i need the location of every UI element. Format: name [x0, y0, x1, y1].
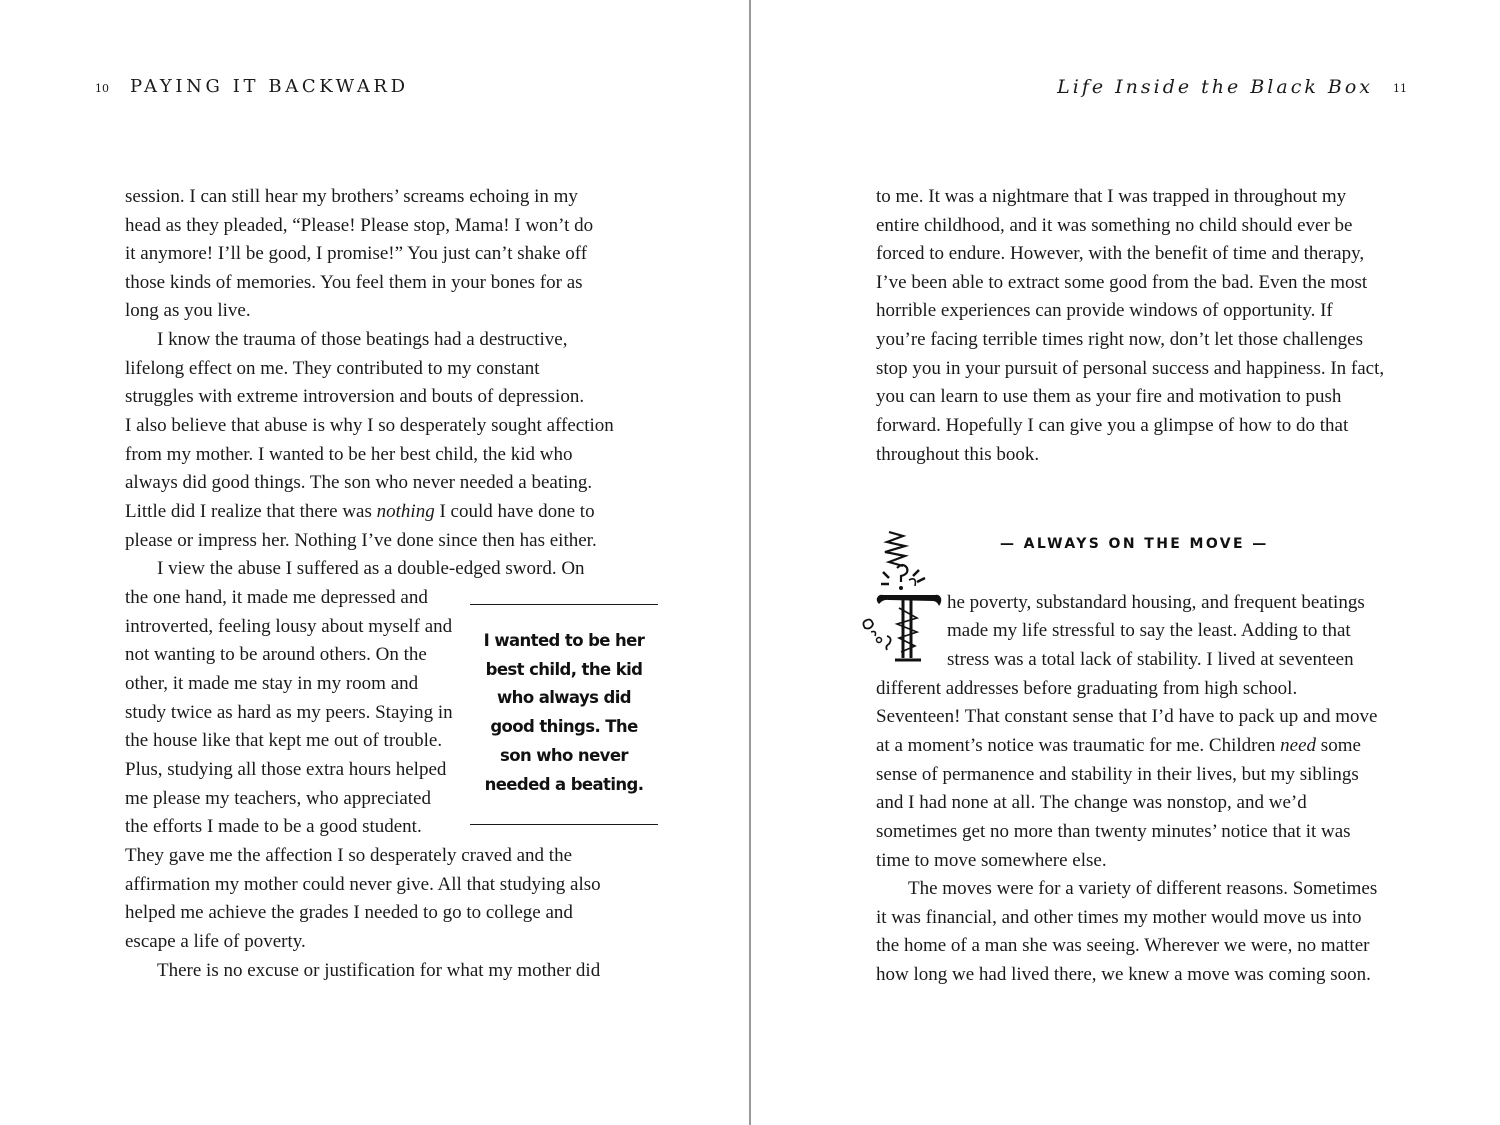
pull-quote-line: who always did: [497, 688, 631, 708]
body-line: I view the abuse I suffered as a double-edged sword. On: [157, 558, 585, 579]
body-line: always did good things. The son who never needed a beating.: [125, 472, 593, 493]
body-line: it was financial, and other times my mother would move us into: [876, 907, 1362, 928]
body-line: the house like that kept me out of trouble.: [125, 730, 443, 751]
body-line: long as you live.: [125, 300, 251, 321]
body-line: I’ve been able to extract some good from the bad. Even the most: [876, 272, 1368, 293]
body-line: horrible experiences can provide windows of opportunity. If: [876, 300, 1333, 321]
body-line: you can learn to use them as your fire and motivation to push: [876, 386, 1342, 407]
body-line: to me. It was a nightmare that I was trapped in throughout my: [876, 186, 1347, 207]
body-line: forward. Hopefully I can give you a glimpse of how to do that: [876, 415, 1349, 436]
body-line: lifelong effect on me. They contributed to my constant: [125, 358, 540, 379]
body-line: stress was a total lack of stability. I lived at seventeen: [947, 649, 1354, 670]
pull-quote-top-rule: [470, 604, 658, 605]
body-line: struggles with extreme introversion and bouts of depression.: [125, 386, 585, 407]
body-line-italic: at a moment’s notice was traumatic for me. Children need some: [876, 735, 1361, 756]
body-line: introverted, feeling lousy about myself and: [125, 616, 453, 637]
running-head: Life Inside the Black Box: [1057, 76, 1373, 98]
body-line: forced to endure. However, with the benefit of time and therapy,: [876, 243, 1365, 264]
body-line: he poverty, substandard housing, and frequent beatings: [947, 592, 1365, 613]
drop-cap-illustration-icon: [859, 528, 947, 673]
body-line: I also believe that abuse is why I so desperately sought affection: [125, 415, 614, 436]
pull-quote-line: son who never: [500, 745, 628, 765]
pull-quote-line: best child, the kid: [485, 659, 643, 679]
body-line: I know the trauma of those beatings had a destructive,: [157, 329, 568, 350]
body-line: it anymore! I’ll be good, I promise!” You just can’t shake off: [125, 243, 588, 264]
body-line: how long we had lived there, we knew a move was coming soon.: [876, 964, 1371, 985]
pull-quote: [470, 627, 658, 799]
body-line: the home of a man she was seeing. Wherever we were, no matter: [876, 935, 1370, 956]
body-line: session. I can still hear my brothers’ screams echoing in my: [125, 186, 578, 207]
left-page: [0, 0, 749, 1125]
body-line-italic: Little did I realize that there was nothing I could have done to: [125, 501, 595, 522]
body-line: from my mother. I wanted to be her best child, the kid who: [125, 444, 573, 465]
body-line: made my life stressful to say the least. Adding to that: [947, 620, 1351, 641]
body-line: affirmation my mother could never give. All that studying also: [125, 874, 601, 895]
body-line: entire childhood, and it was something no child should ever be: [876, 215, 1353, 236]
section-heading: — ALWAYS ON THE MOVE —: [1000, 536, 1269, 552]
body-line: me please my teachers, who appreciated: [125, 788, 431, 809]
pull-quote-line: I wanted to be her: [483, 631, 645, 650]
body-line: other, it made me stay in my room and: [125, 673, 419, 694]
pull-quote-line: good things. The: [490, 717, 638, 737]
body-line: those kinds of memories. You feel them in your bones for as: [125, 272, 583, 293]
body-line: sense of permanence and stability in their lives, but my siblings: [876, 764, 1359, 785]
page-number: 10: [95, 82, 109, 95]
body-line: stop you in your pursuit of personal success and happiness. In fact,: [876, 358, 1385, 379]
body-line: They gave me the affection I so desperately craved and the: [125, 845, 573, 866]
body-line: the efforts I made to be a good student.: [125, 816, 422, 837]
body-line: There is no excuse or justification for what my mother did: [157, 960, 601, 981]
body-line: not wanting to be around others. On the: [125, 644, 427, 665]
body-line: please or impress her. Nothing I’ve done since then has either.: [125, 530, 597, 551]
body-line: head as they pleaded, “Please! Please stop, Mama! I won’t do: [125, 215, 594, 236]
running-head: PAYING IT BACKWARD: [130, 76, 409, 97]
pull-quote-line: needed a beating.: [484, 774, 644, 794]
body-line: throughout this book.: [876, 444, 1040, 465]
body-line: you’re facing terrible times right now, don’t let those challenges: [876, 329, 1363, 350]
body-line: time to move somewhere else.: [876, 850, 1107, 871]
body-line: and I had none at all. The change was nonstop, and we’d: [876, 792, 1307, 813]
page-number: 11: [1393, 82, 1407, 95]
body-line: escape a life of poverty.: [125, 931, 306, 952]
body-line: Plus, studying all those extra hours helped: [125, 759, 447, 780]
body-line: Seventeen! That constant sense that I’d have to pack up and move: [876, 706, 1378, 727]
body-line: helped me achieve the grades I needed to go to college and: [125, 902, 573, 923]
body-line: different addresses before graduating from high school.: [876, 678, 1298, 699]
body-line: sometimes get no more than twenty minutes’ notice that it was: [876, 821, 1351, 842]
pull-quote-bottom-rule: [470, 824, 658, 825]
body-line: The moves were for a variety of different reasons. Sometimes: [908, 878, 1378, 899]
right-page: [751, 0, 1500, 1125]
body-line: the one hand, it made me depressed and: [125, 587, 428, 608]
body-line: study twice as hard as my peers. Staying in: [125, 702, 453, 723]
